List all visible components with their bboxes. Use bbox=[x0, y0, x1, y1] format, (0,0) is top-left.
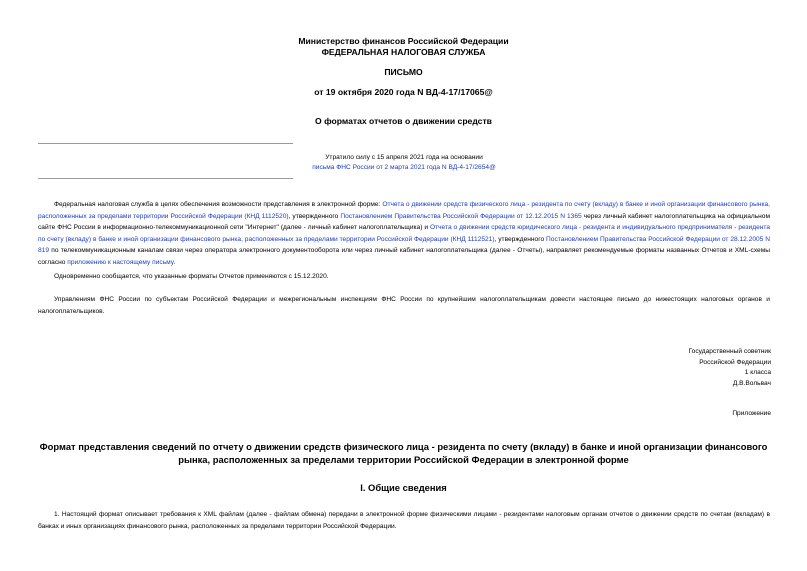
text-segment: , утвержденного bbox=[494, 235, 547, 243]
status-note-text: Утратило силу с 15 апреля 2021 года на основании bbox=[325, 154, 483, 161]
text-segment: Федеральная налоговая служба в целях обеспечения возможности представления в электронной форме: bbox=[54, 201, 383, 208]
signature-block bbox=[689, 347, 771, 389]
signature-name: Д.В.Вольвач bbox=[732, 379, 771, 387]
document-date: от 19 октября 2020 года N ВД-4-17/17065@ bbox=[314, 87, 493, 97]
text-segment: , утвержденного bbox=[288, 212, 341, 220]
ministry-name: Министерство финансов Российской Федерации bbox=[298, 36, 509, 46]
section-title: I. Общие сведения bbox=[360, 482, 447, 493]
paragraph-intro bbox=[38, 199, 770, 268]
format-title: Формат представления сведений по отчету о движении средств физического лица - резидента по счету (вкладу) в банке и иной организации финансового рынка, расположенных за пределами территории Российской Федерации в электронной форме bbox=[39, 441, 768, 465]
link-knd-1112520[interactable]: Отчета о движении средств физического лица - резидента по счету (вкладу) в банке и иной организации финансового рынка, расположенных за пределами территории Российской Федерации (КНД 1112520) bbox=[38, 201, 770, 220]
document-subject: О форматах отчетов о движении средств bbox=[315, 116, 492, 126]
link-knd-1112521[interactable]: Отчета о движении средств юридического лица - резидента и индивидуального предпринимателя - резидента по счету (вкладу) в банке и иной организации финансового рынка, расположенных за пределами территории Российской Федерации (КНД 1112521) bbox=[38, 224, 770, 243]
paragraph-format-description: 1. Настоящий формат описывает требования к XML файлам (далее - файлам обмена) передачи в электронной форме физическими лицами - резидентами налоговым органам отчетов о движении средств по счетам (вкладам) в банках и иных организациях финансового рынка, расположенных за пределами территории Российской Федерации. bbox=[38, 511, 770, 530]
paragraph-effective-date: Одновременно сообщается, что указанные форматы Отчетов применяются с 15.12.2020. bbox=[54, 273, 329, 280]
appendix-label: Приложение bbox=[732, 410, 771, 417]
link-decree-1365[interactable]: Постановлением Правительства Российской Федерации от 12.12.2015 N 1365 bbox=[340, 212, 582, 220]
text-segment: . bbox=[173, 258, 176, 266]
link-decree-819[interactable]: Постановлением Правительства Российской Федерации от 28.12.2005 N 819 bbox=[38, 235, 770, 254]
document-type: ПИСЬМО bbox=[384, 67, 423, 77]
paragraph-instruction: Управлениям ФНС России по субъектам Российской Федерации и межрегиональным инспекциям ФНС России по крупнейшим налогоплательщикам довести настоящее письмо до нижестоящих налоговых органов и налогоплательщиков. bbox=[38, 296, 770, 315]
signature-rank: Государственный советник bbox=[688, 348, 771, 355]
status-note-link[interactable]: письма ФНС России от 2 марта 2021 года N ВД-4-17/2654@ bbox=[312, 164, 496, 171]
status-note bbox=[300, 153, 508, 173]
text-segment: через личный кабинет налогоплательщика на официальном сайте ФНС России в информационно-телекоммуникационной сети "Интернет" (далее - личный кабинет налогоплательщика) и bbox=[38, 212, 771, 231]
service-name: ФЕДЕРАЛЬНАЯ НАЛОГОВАЯ СЛУЖБА bbox=[321, 47, 486, 57]
divider-top bbox=[38, 143, 293, 144]
signature-rank-class: 1 класса bbox=[744, 369, 771, 376]
signature-rank-country: Российской Федерации bbox=[699, 358, 771, 366]
text-segment: по телекоммуникационным каналам связи через оператора электронного документооборота или через личный кабинет налогоплательщика (далее - Отчеты), направляет рекомендуемые форматы названных Отчетов и XML-схемы согласно bbox=[38, 247, 770, 266]
link-appendix[interactable]: приложению к настоящему письму bbox=[67, 258, 174, 266]
divider-bottom bbox=[38, 178, 293, 179]
